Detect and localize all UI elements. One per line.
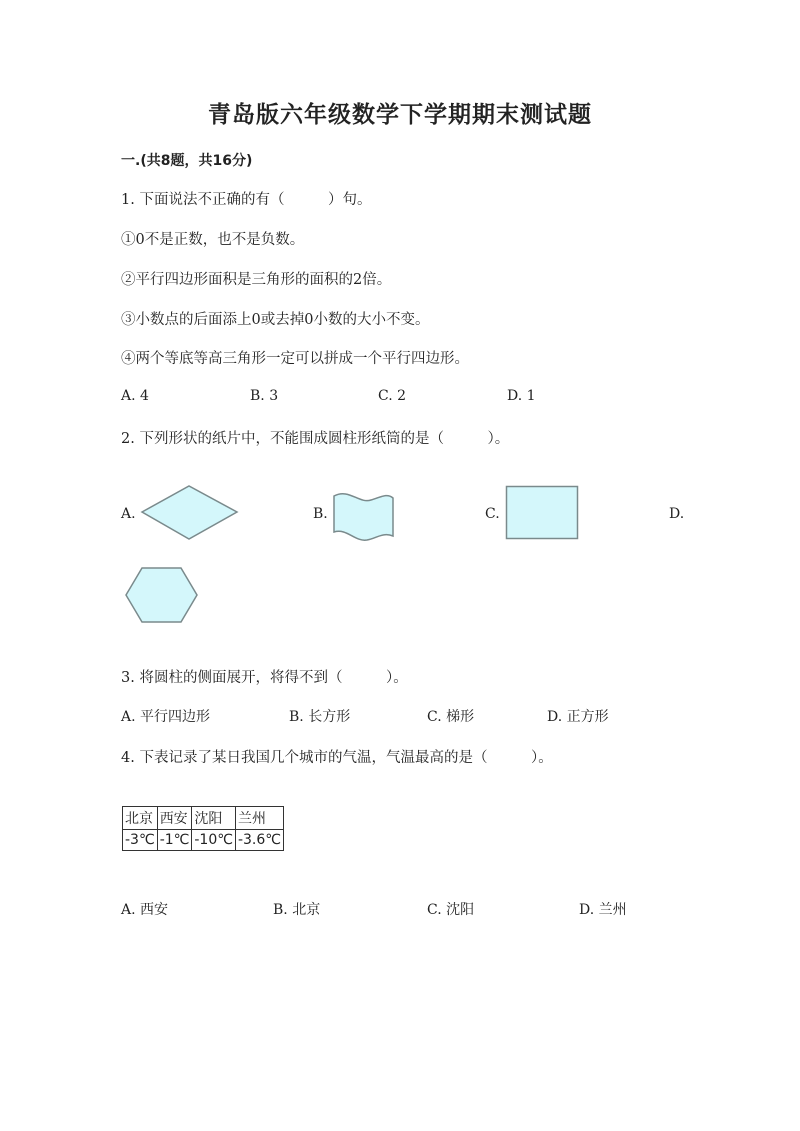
q1-statement-3: ③小数点的后面添上0或去掉0小数的大小不变。 bbox=[121, 312, 430, 328]
city-cell: 沈阳 bbox=[192, 807, 236, 830]
q2-option-c[interactable]: C. bbox=[485, 506, 500, 522]
q4-stem: 4. 下表记录了某日我国几个城市的气温，气温最高的是（ ）。 bbox=[121, 750, 553, 766]
q1-statement-4: ④两个等底等高三角形一定可以拼成一个平行四边形。 bbox=[121, 351, 469, 367]
city-cell: 兰州 bbox=[235, 807, 283, 830]
q1-stem: 1. 下面说法不正确的有（ ）句。 bbox=[121, 192, 372, 208]
q1-statement-2: ②平行四边形面积是三角形的面积的2倍。 bbox=[121, 272, 392, 288]
q4-option-c[interactable]: C. 沈阳 bbox=[427, 902, 475, 918]
city-cell: 北京 bbox=[123, 807, 158, 830]
temp-cell: -3.6℃ bbox=[235, 830, 283, 851]
q4-option-b[interactable]: B. 北京 bbox=[273, 902, 321, 918]
q3-stem: 3. 将圆柱的侧面展开，将得不到（ ）。 bbox=[121, 670, 408, 686]
q4-option-d[interactable]: D. 兰州 bbox=[579, 902, 627, 918]
hexagon-shape bbox=[124, 566, 200, 626]
q1-statement-1: ①0不是正数，也不是负数。 bbox=[121, 232, 305, 248]
temperature-table bbox=[122, 806, 284, 851]
q3-option-a[interactable]: A. 平行四边形 bbox=[121, 709, 211, 725]
q3-option-d[interactable]: D. 正方形 bbox=[547, 709, 609, 725]
table-row bbox=[123, 807, 284, 830]
temp-cell: -10℃ bbox=[192, 830, 236, 851]
wavy-rectangle-shape bbox=[331, 490, 397, 544]
rhombus-shape bbox=[140, 484, 240, 542]
q4-option-a[interactable]: A. 西安 bbox=[121, 902, 169, 918]
q3-option-c[interactable]: C. 梯形 bbox=[427, 709, 475, 725]
rectangle-shape bbox=[505, 485, 580, 541]
q3-option-b[interactable]: B. 长方形 bbox=[289, 709, 351, 725]
temp-cell: -3℃ bbox=[123, 830, 158, 851]
q2-stem: 2. 下列形状的纸片中，不能围成圆柱形纸筒的是（ ）。 bbox=[121, 431, 510, 447]
city-cell: 西安 bbox=[157, 807, 192, 830]
table-row bbox=[123, 830, 284, 851]
page-title: 青岛版六年级数学下学期期末测试题 bbox=[208, 102, 592, 128]
q1-option-d[interactable]: D. 1 bbox=[507, 388, 536, 404]
q1-option-b[interactable]: B. 3 bbox=[250, 388, 279, 404]
q2-option-b[interactable]: B. bbox=[313, 506, 328, 522]
section-heading: 一.(共8题，共16分) bbox=[121, 153, 253, 169]
temp-cell: -1℃ bbox=[157, 830, 192, 851]
q2-option-d[interactable]: D. bbox=[669, 506, 685, 522]
q1-option-a[interactable]: A. 4 bbox=[121, 388, 149, 404]
q1-option-c[interactable]: C. 2 bbox=[378, 388, 407, 404]
q2-option-a[interactable]: A. bbox=[121, 506, 136, 522]
